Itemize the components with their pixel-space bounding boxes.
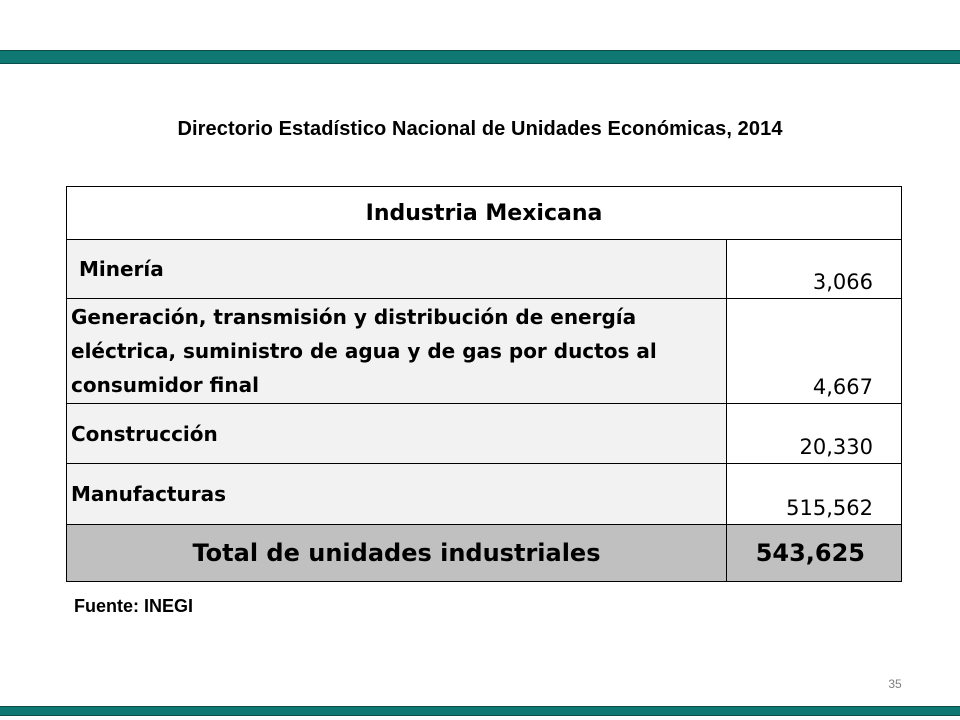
table-row — [67, 240, 902, 299]
table-row — [67, 299, 902, 404]
source-note: Fuente: INEGI — [74, 596, 194, 616]
row-label: Manufacturas — [67, 464, 727, 525]
industry-table — [66, 186, 902, 582]
table-header-row — [67, 187, 902, 240]
total-row — [67, 525, 902, 582]
row-value: 20,330 — [727, 404, 902, 464]
row-value: 3,066 — [727, 240, 902, 299]
top-accent-bar — [0, 50, 960, 64]
table-row — [67, 404, 902, 464]
row-value: 4,667 — [727, 299, 902, 404]
bottom-accent-bar — [0, 706, 960, 716]
row-value: 515,562 — [727, 464, 902, 525]
page-number: 35 — [888, 677, 902, 691]
total-label: Total de unidades industriales — [67, 525, 727, 582]
row-label: Generación, transmisión y distribución de energía eléctrica, suministro de agua y de gas por ductos al consumidor final — [67, 299, 727, 404]
row-label: Minería — [67, 240, 727, 299]
table-row — [67, 464, 902, 525]
table-header: Industria Mexicana — [67, 187, 902, 240]
row-label: Construcción — [67, 404, 727, 464]
total-value: 543,625 — [727, 525, 902, 582]
slide-title: Directorio Estadístico Nacional de Unidades Económicas, 2014 — [177, 118, 783, 140]
